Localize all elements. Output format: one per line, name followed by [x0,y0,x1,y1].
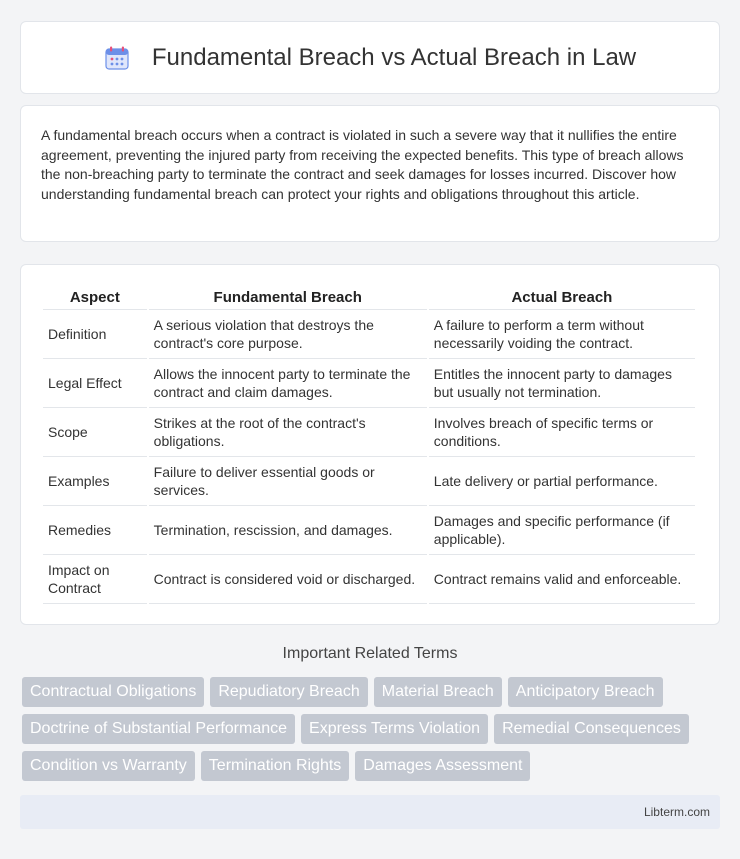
table-cell: Damages and specific performance (if applicable). [429,506,695,555]
table-row [43,310,695,359]
table-cell: A failure to perform a term without necessarily voiding the contract. [429,310,695,359]
table-cell-aspect: Examples [43,457,147,506]
related-term-tag[interactable]: Damages Assessment [355,751,530,781]
table-cell: Failure to deliver essential goods or services. [149,457,427,506]
table-row [43,457,695,506]
related-term-tag[interactable]: Remedial Consequences [494,714,689,744]
table-cell-aspect: Definition [43,310,147,359]
table-cell-aspect: Remedies [43,506,147,555]
table-row [43,555,695,604]
table-cell: Contract remains valid and enforceable. [429,555,695,604]
intro-card [20,105,720,242]
footer-brand-link[interactable]: Libterm.com [643,805,710,819]
table-cell: Late delivery or partial performance. [429,457,695,506]
column-header: Actual Breach [429,286,695,310]
table-cell: Allows the innocent party to terminate the contract and claim damages. [149,359,427,408]
related-terms-title: Important Related Terms [282,645,458,662]
table-cell: A serious violation that destroys the contract's core purpose. [149,310,427,359]
related-term-tag[interactable]: Doctrine of Substantial Performance [22,714,295,744]
comparison-table [41,286,697,604]
intro-text: A fundamental breach occurs when a contract is violated in such a severe way that it nullifies the entire agreement, preventing the injured party from receiving the expected benefits. This type of breach allows the non-breaching party to terminate the contract and seek damages for losses incurred. Discover how understanding fundamental breach can protect your rights and obligations throughout this article. [41,127,684,202]
table-cell-aspect: Legal Effect [43,359,147,408]
column-header: Aspect [43,286,147,310]
related-term-tag[interactable]: Contractual Obligations [22,677,204,707]
footer [20,795,720,829]
related-terms-list [22,677,722,781]
header-card [20,21,720,94]
table-cell: Strikes at the root of the contract's obligations. [149,408,427,457]
table-row [43,359,695,408]
table-cell-aspect: Impact on Contract [43,555,147,604]
comparison-card [20,264,720,625]
page-title: Fundamental Breach vs Actual Breach in Law [151,43,637,71]
related-term-tag[interactable]: Material Breach [374,677,502,707]
table-cell: Entitles the innocent party to damages but usually not termination. [429,359,695,408]
table-cell: Termination, rescission, and damages. [149,506,427,555]
related-term-tag[interactable]: Anticipatory Breach [508,677,663,707]
table-cell: Contract is considered void or discharged. [149,555,427,604]
column-header: Fundamental Breach [149,286,427,310]
table-row [43,506,695,555]
related-term-tag[interactable]: Repudiatory Breach [210,677,367,707]
related-term-tag[interactable]: Condition vs Warranty [22,751,195,781]
table-row [43,408,695,457]
table-cell: Involves breach of specific terms or conditions. [429,408,695,457]
related-term-tag[interactable]: Express Terms Violation [301,714,488,744]
calendar-icon [104,45,130,71]
related-term-tag[interactable]: Termination Rights [201,751,350,781]
table-cell-aspect: Scope [43,408,147,457]
table-header-row [43,286,695,310]
